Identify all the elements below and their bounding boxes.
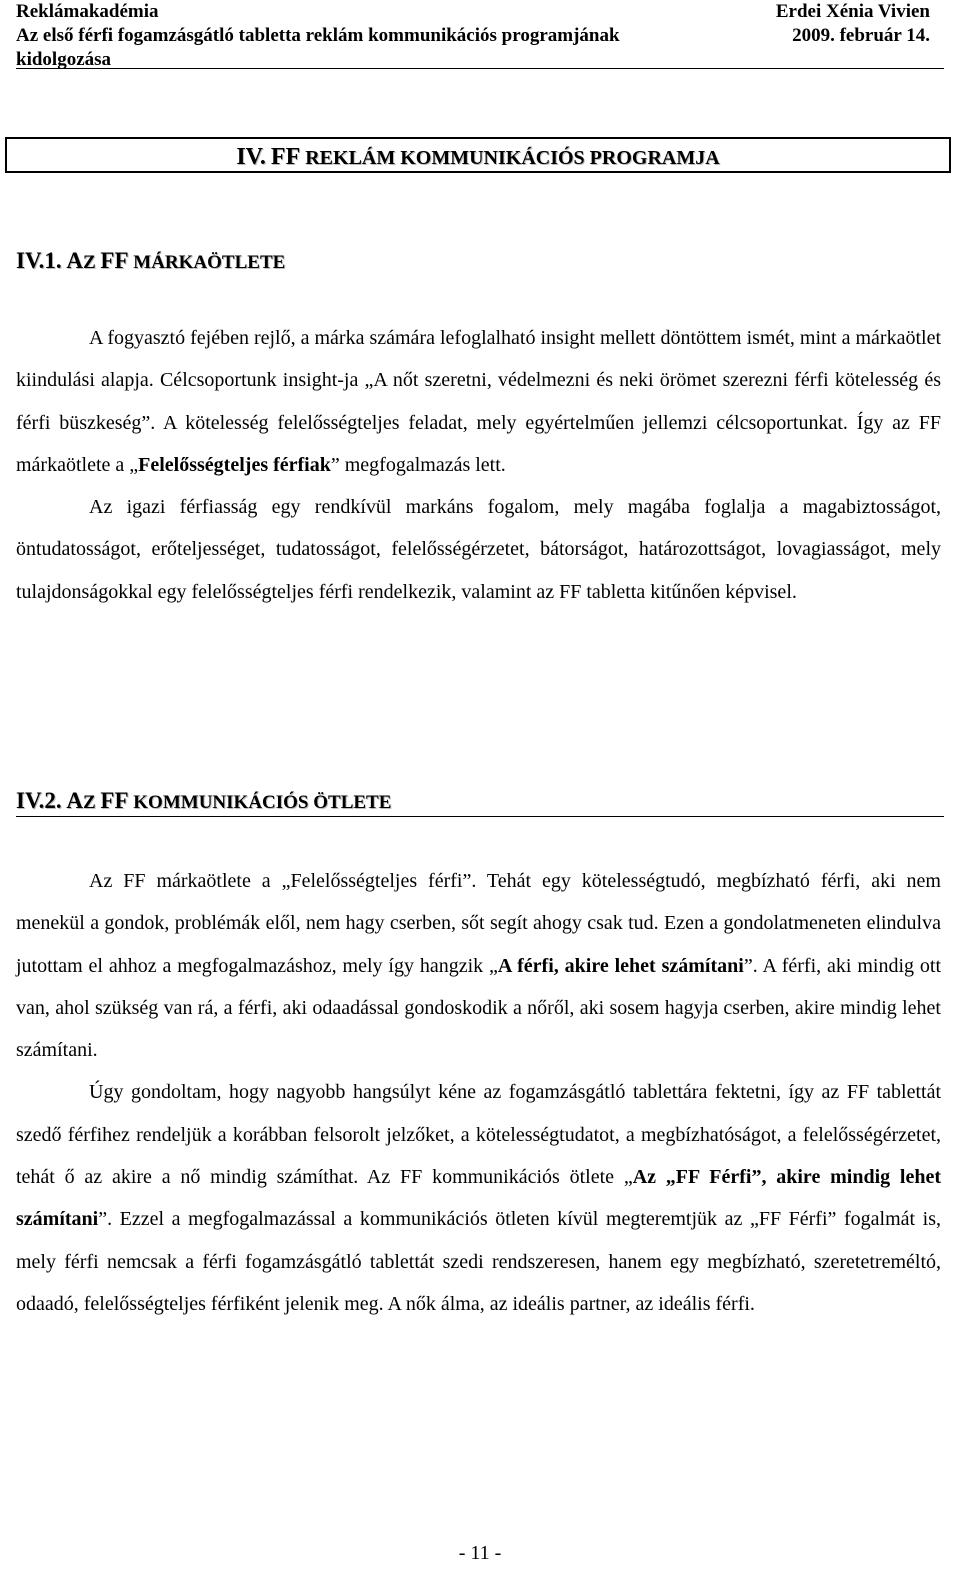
section-1-body: [16, 317, 941, 613]
section-2-z: Z: [82, 792, 96, 813]
chapter-ff: FF: [270, 144, 301, 170]
chapter-title: [5, 137, 951, 173]
section-2-body: [16, 860, 941, 1325]
header-document-title: Az első férfi fogamzásgátló tabletta reklám kommunikációs programjának: [16, 25, 620, 46]
section-1-ff: FF: [100, 248, 129, 273]
paragraph-text: ” megfogalmazás lett.: [330, 453, 506, 476]
section-1-heading: [16, 248, 285, 274]
paragraph-bold-text: Az „FF Férfi”, akire mindig lehet számítani: [16, 1166, 941, 1231]
paragraph-text: ”. A férfi, aki mindig ott van, ahol szükség van rá, a férfi, aki odaadással gondoskodik a nőről, aki sosem hagyja cserben, akire mindig lehet számítani.: [16, 954, 941, 1062]
header-date: 2009. február 14.: [792, 25, 930, 46]
header-author: Erdei Xénia Vivien: [775, 1, 930, 22]
paragraph-text: Az igazi férfiasság egy rendkívül markáns fogalom, mely magába foglalja a magabiztosságot, öntudatosságot, erőteljességet, tudatosságot, felelősségérzetet, bátorságot, határozottságot, lovagiasságot, mely tulajdonságokkal egy felelősségteljes férfi rendelkezik, valamint az FF tabletta kitűnően képvisel.: [16, 496, 941, 603]
section-2-number: IV.2.: [16, 788, 62, 813]
paragraph-text: A fogyasztó fejében rejlő, a márka számára lefoglalható insight mellett döntöttem ismét, mint a márkaötlet kiindulási alapja. Célcsoportunk insight-ja „A nőt szeretni, védelmezni és neki örömet szerezni férfi kötelesség és férfi büszkeség”. A kötelesség felelősségteljes feladat, mely egyértelműen jellemzi célcsoportunkat. Így az FF márkaötlete a „: [16, 327, 941, 476]
section-2-title-text: KOMMUNIKÁCIÓS ÖTLETE: [133, 792, 392, 813]
chapter-title-text: REKLÁM KOMMUNIKÁCIÓS PROGRAMJA: [305, 147, 720, 169]
paragraph: [16, 860, 941, 1071]
paragraph-text: ”. Ezzel a megfogalmazással a kommunikációs ötleten kívül megteremtjük az „FF Férfi” fogalmát is, mely férfi nemcsak a férfi fogamzásgátló tablettát szedi rendszeresen, hanem egy megbízható, szeretetreméltó, odaadó, felelősségteljes férfiként jelenik meg. A nők álma, az ideális partner, az ideális férfi.: [16, 1208, 941, 1315]
paragraph-bold-text: A férfi, akire lehet számítani: [497, 954, 744, 977]
header-institution: Reklámakadémia: [16, 1, 159, 22]
paragraph-text: Úgy gondoltam, hogy nagyobb hangsúlyt kéne az fogamzásgátló tablettára fektetni, így az FF tablettát szedő férfihez rendeljük a korábban felsorolt jelzőket, a kötelességtudatot, a megbízhatóságot, a felelősségérzetet, tehát ő az akire a nő mindig számíthat. Az FF kommunikációs ötlete „: [16, 1081, 941, 1189]
section-1-title-text: MÁRKAÖTLETE: [133, 252, 286, 273]
paragraph-bold-text: Felelősségteljes férfiak: [138, 453, 331, 476]
paragraph: [16, 1071, 941, 1325]
section-1-z: Z: [82, 252, 96, 273]
section-2-a: A: [66, 788, 83, 813]
header-document-title-cont: kidolgozása: [16, 49, 112, 70]
section-1-number: IV.1.: [16, 248, 62, 273]
page-number: - 11 -: [458, 1542, 502, 1564]
paragraph-text: Az FF márkaötlete a „Felelősségteljes férfi”. Tehát egy kötelességtudó, megbízható férfi, aki nem menekül a gondok, problémák elől, nem hagy cserben, sőt segít ahogy csak tud. Ezen a gondolatmeneten elindulva jutottam el ahhoz a megfogalmazáshoz, mely így hangzik „: [16, 870, 941, 977]
page-header: [16, 0, 944, 69]
section-1-a: A: [66, 248, 83, 273]
section-2-ff: FF: [100, 788, 129, 813]
header-left: [16, 0, 696, 72]
section-2-heading: [16, 788, 944, 817]
chapter-number: IV.: [236, 144, 266, 170]
paragraph: [16, 486, 941, 613]
paragraph: [16, 317, 941, 486]
header-right: [776, 0, 930, 48]
